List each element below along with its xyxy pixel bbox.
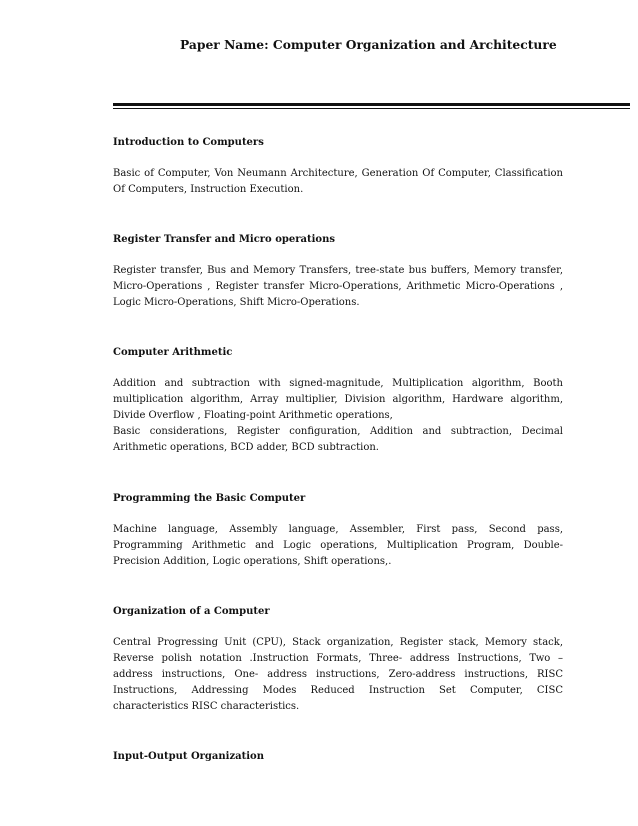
section-input-output xyxy=(113,749,563,765)
section-heading: Register Transfer and Micro operations xyxy=(113,234,335,245)
section-heading: Organization of a Computer xyxy=(113,606,270,617)
section-heading: Programming the Basic Computer xyxy=(113,493,306,504)
section-text: Register transfer, Bus and Memory Transfers, tree-state bus buffers, Memory transfer, Micro-Operations , Register transfer Micro-Operations, Arithmetic Micro-Operations , Logic Micro-Operations, Shift Micro-Operations. xyxy=(113,265,563,308)
section-programming xyxy=(113,491,563,570)
document-body xyxy=(113,135,563,765)
section-text: Addition and subtraction with signed-magnitude, Multiplication algorithm, Booth multiplication algorithm, Array multiplier, Division algorithm, Hardware algorithm, Divide Overflow , Floating-point Arithmetic operations, xyxy=(113,378,563,421)
header-rule-thick xyxy=(113,103,630,106)
section-heading: Input-Output Organization xyxy=(113,751,264,762)
section-computer-arithmetic xyxy=(113,345,563,456)
section-heading: Computer Arithmetic xyxy=(113,347,233,358)
section-text: Basic of Computer, Von Neumann Architecture, Generation Of Computer, Classification Of Computers, Instruction Execution. xyxy=(113,168,563,195)
section-introduction xyxy=(113,135,563,198)
section-text: Machine language, Assembly language, Assembler, First pass, Second pass, Programming Arithmetic and Logic operations, Multiplication Program, Double-Precision Addition, Logic operations, Shift operations,. xyxy=(113,524,563,567)
page-title: Paper Name: Computer Organization and Architecture xyxy=(180,37,557,52)
section-text: Basic considerations, Register configuration, Addition and subtraction, Decimal Arithmetic operations, BCD adder, BCD subtraction. xyxy=(113,426,563,453)
section-text: Central Progressing Unit (CPU), Stack organization, Register stack, Memory stack, Reverse polish notation .Instruction Formats, Three- address Instructions, Two – address instructions, One- address instructions, Zero-address instructions, RISC Instructions, Addressing Modes Reduced Instruction Set Computer, CISC characteristics RISC characteristics. xyxy=(113,637,563,712)
header-rule-thin xyxy=(113,108,630,109)
section-heading: Introduction to Computers xyxy=(113,137,264,148)
section-organization xyxy=(113,604,563,715)
section-register-transfer xyxy=(113,232,563,311)
